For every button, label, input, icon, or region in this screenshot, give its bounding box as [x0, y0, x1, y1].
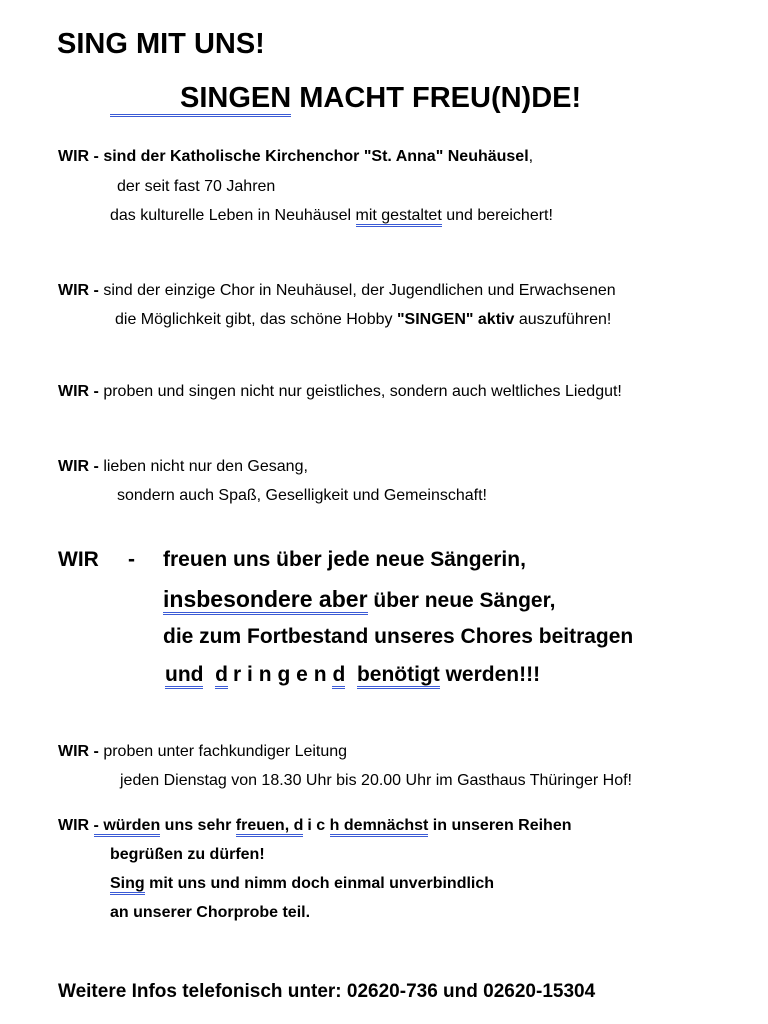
p7-line-3 [110, 875, 494, 893]
p1-lead: WIR - sind der Katholische Kirchenchor "St. Anna" Neuhäusel [58, 148, 529, 165]
p4-line-1 [58, 458, 308, 476]
p2-l2-a: die Möglichkeit gibt, das schöne Hobby [115, 311, 397, 328]
p7-line-1 [58, 817, 572, 835]
p2-l2-c: auszuführen! [514, 311, 612, 328]
p7-sing: Sing [110, 875, 145, 895]
p5-l2-a: insbesondere aber [163, 586, 368, 615]
p7-line-2: begrüßen zu dürfen! [110, 846, 265, 863]
p6-line-2: jeden Dienstag von 18.30 Uhr bis 20.00 Uhr im Gasthaus Thüringer Hof! [120, 772, 632, 789]
p3-line-1 [58, 383, 622, 401]
p1-l3-c: und bereichert! [441, 207, 553, 224]
p7-wuerden: - würden [94, 817, 161, 837]
p5-l2-b: über neue Sänger, [367, 589, 556, 612]
p5-l4-und: und [165, 663, 203, 689]
p1-l3-a: das kulturelle Leben in Neuhäusel [110, 207, 356, 224]
p7-l1-b: uns sehr [160, 817, 236, 834]
p5-l4-ringen: ringen [232, 663, 333, 686]
title-rest: MACHT FREU(N)DE! [291, 82, 582, 114]
p1-line-3 [110, 207, 553, 225]
p2-l1: sind der einzige Chor in Neuhäusel, der Jugendlichen und Erwachsenen [98, 282, 616, 299]
p5-dash: - [128, 548, 135, 571]
p7-l3-b: mit uns und nimm doch einmal unverbindlich [144, 875, 495, 892]
p6-line-1 [58, 743, 347, 761]
p7-wir: WIR [58, 817, 94, 834]
p4-l1: lieben nicht nur den Gesang, [98, 458, 308, 475]
p7-freuen: freuen, [236, 817, 289, 837]
title-line-2 [110, 82, 581, 115]
p5-wir: WIR [58, 548, 99, 571]
p2-line-2 [115, 311, 611, 329]
p7-line-4: an unserer Chorprobe teil. [110, 904, 311, 921]
p5-line-2 [163, 586, 555, 613]
p7-l1-g: in unseren Reihen [428, 817, 572, 834]
p7-ic: ic [307, 817, 330, 834]
p4-wir: WIR - [58, 458, 99, 475]
p5-line-3: die zum Fortbestand unseres Chores beitragen [163, 625, 634, 648]
p2-wir: WIR - [58, 282, 99, 299]
p6-wir: WIR - [58, 743, 99, 760]
p6-l1: proben unter fachkundiger Leitung [98, 743, 348, 760]
p5-l4-werden: werden!!! [439, 663, 541, 686]
p5-l4-d1: d [215, 663, 228, 689]
p5-l4-benoetigt: benötigt [357, 663, 440, 689]
p3-wir: WIR - [58, 383, 99, 400]
p5-l4-d2: d [332, 663, 345, 689]
title-singen: SINGEN [110, 82, 291, 117]
p1-l3-b: mit gestaltet [356, 207, 442, 227]
p2-l2-b: "SINGEN" aktiv [396, 311, 515, 328]
p7-d: d [289, 817, 303, 837]
p3-l1: proben und singen nicht nur geistliches, sondern auch weltliches Liedgut! [98, 383, 622, 400]
p1-line-1 [58, 148, 533, 166]
p5-line-4 [165, 663, 540, 687]
p2-line-1 [58, 282, 616, 300]
title-line-1: SING MIT UNS! [57, 28, 265, 60]
p1-line-2: der seit fast 70 Jahren [117, 178, 276, 195]
p5-line-1: freuen uns über jede neue Sängerin, [163, 548, 526, 571]
p7-demnaechst: h demnächst [330, 817, 429, 837]
p1-comma: , [528, 148, 534, 165]
footer-info: Weitere Infos telefonisch unter: 02620-736 und 02620-15304 [58, 981, 596, 1002]
p4-line-2: sondern auch Spaß, Geselligkeit und Gemeinschaft! [117, 487, 487, 504]
